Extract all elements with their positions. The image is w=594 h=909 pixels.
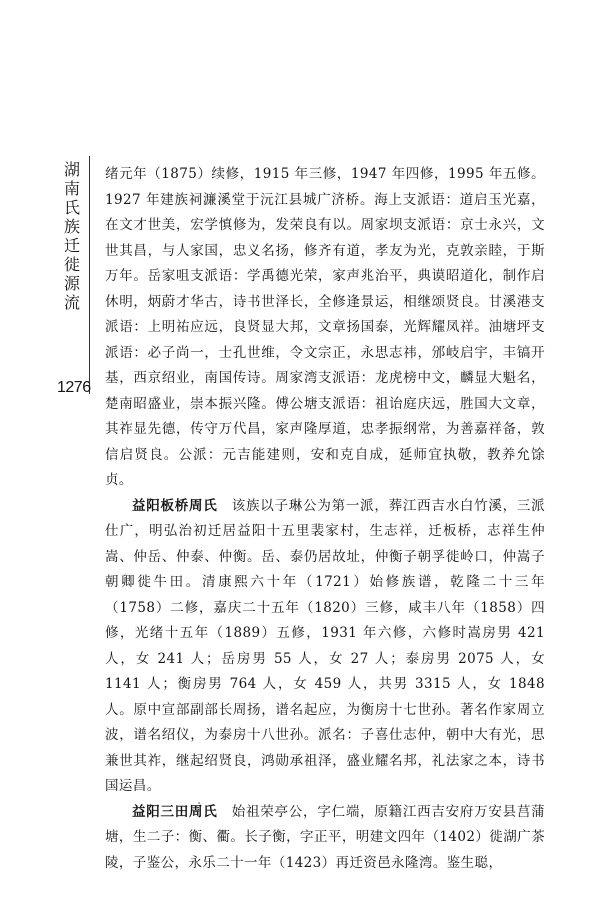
paragraph-text: 始祖荣亭公，字仁端，原籍江西吉安府万安县莒蒲塘，生二子：衡、衢。长子衡，字正平，明建文四年（1402）徙湖广茶陵，子鉴公，永乐二十一年（1423）再迁资邑永隆湾。鉴生聪， [105, 803, 546, 871]
paragraph-santian-zhou [105, 800, 545, 877]
side-title: 湖南氏族迁徙源流 [63, 160, 80, 312]
paragraph-banqiao-zhou [105, 494, 545, 800]
text-body [105, 162, 545, 876]
side-rule [89, 156, 90, 394]
paragraph-continued [105, 162, 545, 494]
paragraph-text: 该族以子琳公为第一派，葬江西吉水白竹溪，三派仕广，明弘治初迁居益阳十五里裴家村，生志祥，迁板桥，志祥生仲嵩、仲岳、仲泰、仲衡。岳、泰仍居故址，仲衡子朝孚徙岭口，仲嵩子朝卿徙牛田。清康熙六十年（1721）始修族谱，乾隆二十三年（1758）二修，嘉庆二十五年（1820）三修，咸丰八年（1858）四修，光绪十五年（1889）五修，1931 年六修，六修时嵩房男 421 人，女 241 人；岳房男 55 人，女 27 人；泰房男 2075 人，女 1141 人；衡房男 764 人，女 459 人，共男 3315 人，女 1848 人。原中宣部副部长周扬，谱名起应，为衡房十七世孙。著名作家周立波，谱名绍仪，为泰房十八世孙。派名：子喜仕志仲，朝中大有光，思兼世其祚，继起绍贤良，鸿勋承祖泽，盛业耀名邦，礼法家之本，诗书国运昌。 [105, 497, 546, 794]
scan-speck [198, 802, 200, 804]
page-number: 1276 [57, 379, 91, 396]
section-heading: 益阳三田周氏 [132, 803, 218, 820]
paragraph-text: 绪元年（1875）续修，1915 年三修，1947 年四修，1995 年五修。1927 年建族祠濂溪堂于沅江县城广济桥。海上支派语：道启玉光嘉，在文才世美，宏学慎修为，发荣良有以。周家坝支派语：京士永兴，文世其昌，与人家国，忠义名扬，修齐有道，孝友为光，克敦亲睦，于斯万年。岳家咀支派语：学禹德光荣，家声兆治平，典谟昭道化，制作启休明，炳蔚才华古，诗书世泽长，全修逢景运，相继颂贤良。甘溪港支派语：上明祐应远，良贤显大邦，文章扬国泰，光辉耀凤祥。油塘坪支派语：必子尚一，士孔世维，令文宗正，永思志祎，邠岐启宇，丰镐开基，西京绍业，南国传诗。周家湾支派语：龙虎榜中文，麟显大魁名，楚南昭盛业，崇本振兴隆。傅公塘支派语：祖诒庭庆远，胜国大文章，其祚显先德，传守万代昌，家声隆厚道，忠孝振纲常，为善嘉祥备，敦信启贤良。公派：元吉能建则，安和克自成，延师宜执敬，教养允馀贞。 [105, 166, 545, 488]
section-heading: 益阳板桥周氏 [132, 497, 218, 514]
